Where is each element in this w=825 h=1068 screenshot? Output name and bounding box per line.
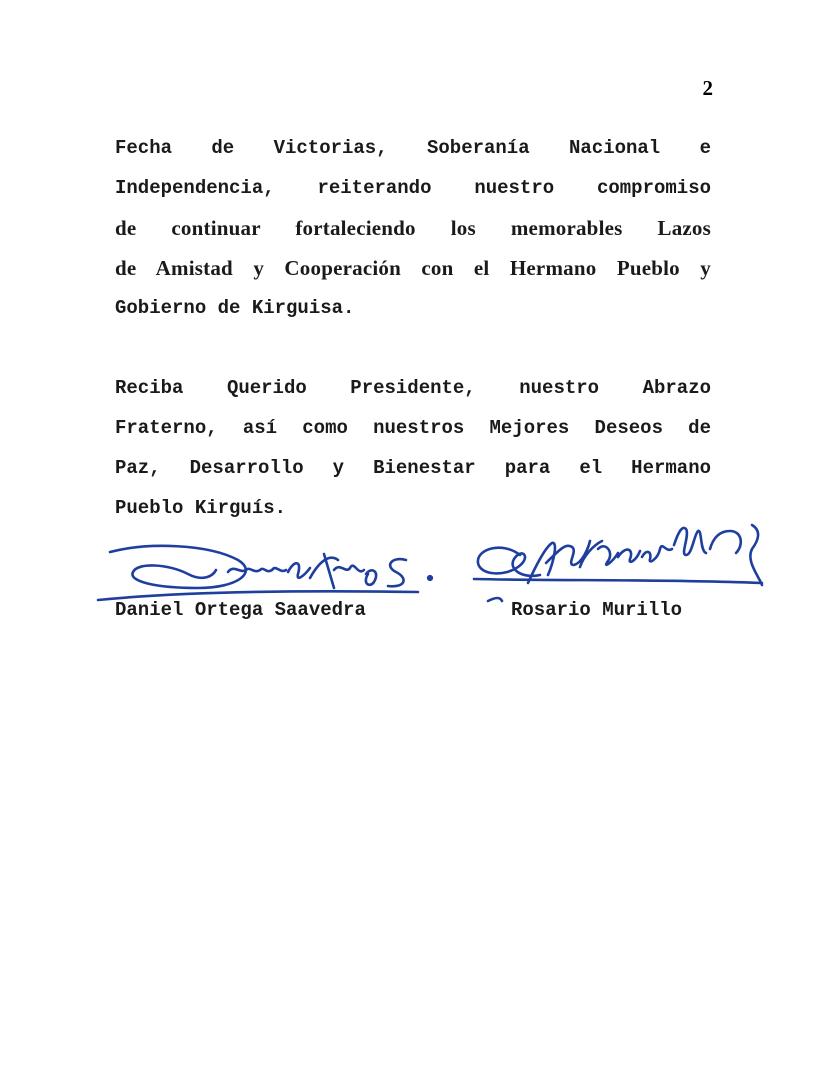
paragraph-line: de Amistad y Cooperación con el Hermano Pueblo y — [115, 256, 711, 280]
paragraph-line: Gobierno de Kirguisa. — [115, 297, 355, 319]
paragraph-line: Fecha de Victorias, Soberanía Nacional e — [115, 137, 711, 159]
paragraph-line: Fraterno, así como nuestros Mejores Deseos de — [115, 417, 711, 439]
signatory-name-left: Daniel Ortega Saavedra — [115, 599, 366, 621]
paragraph-line: Pueblo Kirguís. — [115, 497, 287, 519]
signatory-name-right: Rosario Murillo — [511, 599, 683, 621]
paragraph-farewell — [115, 368, 711, 528]
paragraph-line: de continuar fortaleciendo los memorables Lazos — [115, 216, 711, 240]
signature-daniel-ortega — [88, 530, 448, 610]
paragraph-line: Reciba Querido Presidente, nuestro Abrazo — [115, 377, 711, 399]
paragraph-line: Paz, Desarrollo y Bienestar para el Hermano — [115, 457, 711, 479]
paragraph-line: Independencia, reiterando nuestro compromiso — [115, 177, 711, 199]
paragraph-closing-greetings — [115, 128, 711, 328]
page-number: 2 — [702, 76, 713, 100]
